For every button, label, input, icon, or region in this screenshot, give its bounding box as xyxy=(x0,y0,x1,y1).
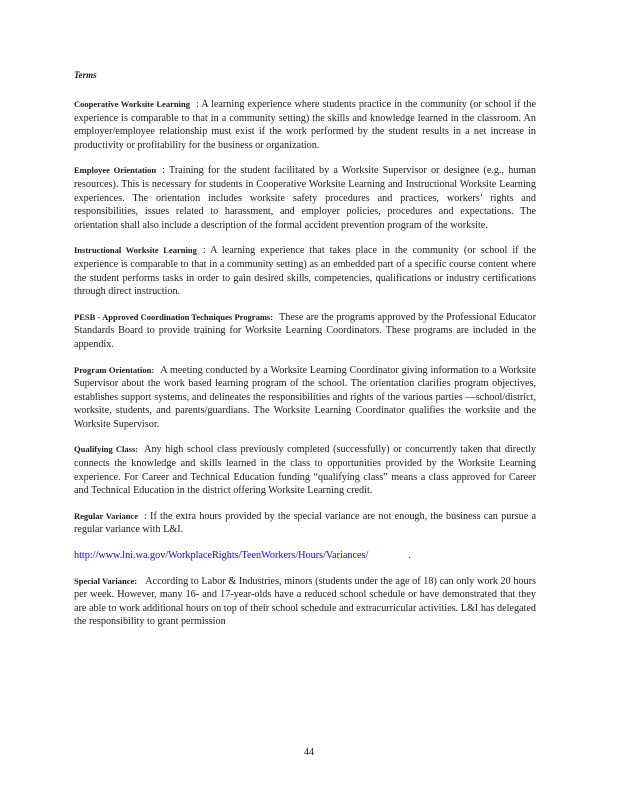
term-entry xyxy=(74,311,536,352)
term-definition: : A learning experience where students practice in the community (or school if the experience is comparable to that in a community setting) the skills and knowledge learned in the classroom. An employer/employee relationship must exist if the work performed by the student results in a net increase in productivity or profitability for the business or organization. xyxy=(74,99,536,151)
variances-link[interactable]: http://www.lni.wa.gov/WorkplaceRights/TeenWorkers/Hours/Variances/ xyxy=(74,550,369,562)
term-label: Instructional Worksite Learning xyxy=(74,245,197,256)
term-label: PESB - Approved Coordination Techniques Programs: xyxy=(74,311,274,322)
term-entry xyxy=(74,164,536,232)
term-definition: : Training for the student facilitated by a Worksite Supervisor or designee (e.g., human resources). This is necessary for students in Cooperative Worksite Learning and Instructional Worksite Learning experiences. The orientation includes worksite safety procedures and practices, workers’ rights and responsibilities, issues related to harassment, and employer policies, procedures and expectations. The orientation shall also include a description of the formal accident prevention program of the worksite. xyxy=(74,165,536,231)
term-label: Special Variance: xyxy=(74,575,138,586)
term-entry xyxy=(74,244,536,298)
term-label: Employee Orientation xyxy=(74,165,157,176)
terms-list xyxy=(74,98,536,537)
term-definition: According to Labor & Industries, minors (students under the age of 18) can only work 20 hours per week. However, many 16- and 17-year-olds have a reduced school schedule or have demonstrated that they are able to work additional hours on top of their school schedule and extracurricular activities. L&I has delegated the responsibility to grant permission xyxy=(74,575,536,628)
term-label: Cooperative Worksite Learning xyxy=(74,99,190,109)
term-label: Regular Variance xyxy=(74,510,139,521)
term-definition: A meeting conducted by a Worksite Learning Coordinator giving information to a Worksite Supervisor about the work based learning program of the school. The orientation clarifies program objectives, establishes support systems, and delineates the responsibilities and rights of the various parties —school/district, worksite, students, and parents/guardians. The Worksite Learning Coordinator qualifies the worksite and the Worksite Supervisor. xyxy=(74,364,536,430)
term-entry xyxy=(74,364,536,432)
document-page xyxy=(74,70,536,641)
term-label: Program Orientation: xyxy=(74,364,155,375)
term-entry xyxy=(74,98,536,152)
link-line xyxy=(74,549,536,563)
term-entry xyxy=(74,443,536,497)
term-definition: : A learning experience that takes place in the community (or school if the experience is comparable to that in a community setting) as an embedded part of a specific course content where the student performs tasks in order to gain desired skills, competencies, qualifications or industry certifications through direct instruction. xyxy=(74,245,536,298)
term-definition: : If the extra hours provided by the special variance are not enough, the business can pursue a regular variance with L&I. xyxy=(74,510,536,536)
term-definition: Any high school class previously completed (successfully) or concurrently taken that directly connects the knowledge and skills learned in the class to opportunities provided by the Worksite Learning experience. For Career and Technical Education funding “qualifying class” means a class approved for Career and Technical Education in the district offering Worksite Learning credit. xyxy=(74,444,536,497)
term-entry-special-variance xyxy=(74,575,536,629)
section-heading: Terms xyxy=(74,70,97,80)
term-label: Qualifying Class: xyxy=(74,444,139,455)
page-number: 44 xyxy=(304,747,314,758)
term-definition: These are the programs approved by the Professional Educator Standards Board to provide training for Worksite Learning Coordinators. These programs are included in the appendix. xyxy=(74,311,536,350)
term-entry xyxy=(74,510,536,537)
link-suffix: . xyxy=(408,550,411,562)
